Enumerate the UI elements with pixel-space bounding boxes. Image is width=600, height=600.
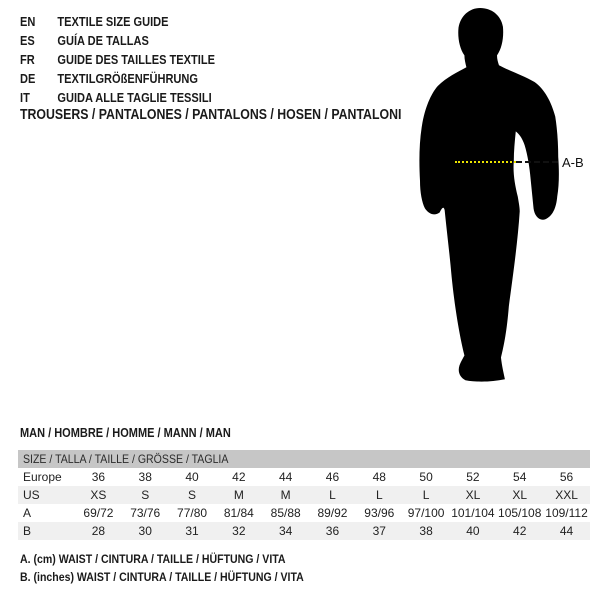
size-value-cell: S [188,488,197,502]
footnote-a-text: A. (cm) WAIST / CINTURA / TAILLE / HÜFTUNG / VITA [20,552,286,566]
waist-measure-line-over-body [455,161,516,163]
size-value-cell: 28 [91,524,106,538]
size-value-cell: XXL [555,488,578,502]
size-value-cell: 54 [513,470,527,484]
row-label: US [23,488,40,502]
section-title-man [20,426,260,440]
size-value-cell: 37 [372,524,386,538]
man-silhouette-icon [413,5,583,395]
size-value-cell: 34 [278,524,293,538]
footnote-a-cm [20,552,322,566]
language-label: GUÍA DE TALLAS [57,33,149,48]
size-value-cell: 36 [325,524,340,538]
language-label: TEXTILGRÖßENFÜHRUNG [57,71,198,86]
table-row [18,468,590,486]
size-value-cell: L [375,488,383,502]
size-value-cell: 48 [372,470,386,484]
footnote-b-inches [20,570,342,584]
size-value-cell: 85/88 [270,506,301,520]
size-value-cell: 109/112 [545,506,588,520]
row-label: B [23,524,32,538]
language-code: EN [20,14,36,29]
size-value-cell: 44 [278,470,293,484]
waist-measure-line [516,161,558,163]
waist-measure-label: A-B [562,155,584,170]
size-value-cell: 97/100 [407,506,445,520]
language-line [20,69,249,88]
size-table [18,450,590,540]
man-silhouette-figure [413,5,583,395]
size-value-cell: 40 [466,524,480,538]
size-value-cell: 105/108 [498,506,542,520]
table-row [18,486,590,504]
category-title [20,106,469,124]
size-value-cell: XL [465,488,481,502]
size-value-cell: 46 [325,470,340,484]
table-row [18,522,590,540]
size-value-cell: M [280,488,291,502]
size-value-cell: L [422,488,430,502]
size-value-cell: 42 [232,470,246,484]
size-value-cell: 81/84 [223,506,254,520]
size-value-cell: 30 [138,524,152,538]
size-table-body [18,468,590,540]
size-value-cell: L [329,488,336,502]
language-label: GUIDE DES TAILLES TEXTILE [57,52,215,67]
language-label: GUIDA ALLE TAGLIE TESSILI [57,90,212,105]
size-value-cell: 50 [419,470,433,484]
size-value-cell: 77/80 [177,506,208,520]
row-label: Europe [23,470,62,484]
language-code: IT [20,90,30,105]
size-value-cell: 93/96 [364,506,395,520]
size-value-cell: 101/104 [451,506,495,520]
language-code: ES [20,33,35,48]
size-value-cell: XS [90,488,107,502]
size-value-cell: 31 [185,524,199,538]
size-value-cell: 32 [232,524,246,538]
section-title-text: MAN / HOMBRE / HOMME / MANN / MAN [20,426,231,440]
language-code: FR [20,52,35,67]
category-title-text: TROUSERS / PANTALONES / PANTALONS / HOSEN / PANTALONI [20,107,402,123]
table-row [18,504,590,522]
size-value-cell: XL [512,488,528,502]
size-value-cell: S [141,488,150,502]
size-table-header-text: SIZE / TALLA / TAILLE / GRÖSSE / TAGLIA [23,452,229,466]
language-label: TEXTILE SIZE GUIDE [57,14,169,29]
size-table-header [18,450,590,468]
size-value-cell: 56 [559,470,574,484]
language-line [20,31,249,50]
size-value-cell: 38 [138,470,152,484]
size-value-cell: 69/72 [83,506,114,520]
row-label: A [23,506,32,520]
size-value-cell: M [233,488,244,502]
language-line [20,12,249,31]
size-value-cell: 40 [185,470,199,484]
size-value-cell: 42 [513,524,527,538]
size-value-cell: 73/76 [130,506,161,520]
language-line [20,88,249,107]
footnote-b-text: B. (inches) WAIST / CINTURA / TAILLE / HÜFTUNG / VITA [20,570,304,584]
language-code: DE [20,71,36,86]
size-value-cell: 38 [419,524,433,538]
size-value-cell: 89/92 [317,506,348,520]
size-value-cell: 52 [466,470,480,484]
language-line [20,50,249,69]
size-value-cell: 36 [91,470,106,484]
language-legend [20,12,249,107]
size-value-cell: 44 [559,524,574,538]
